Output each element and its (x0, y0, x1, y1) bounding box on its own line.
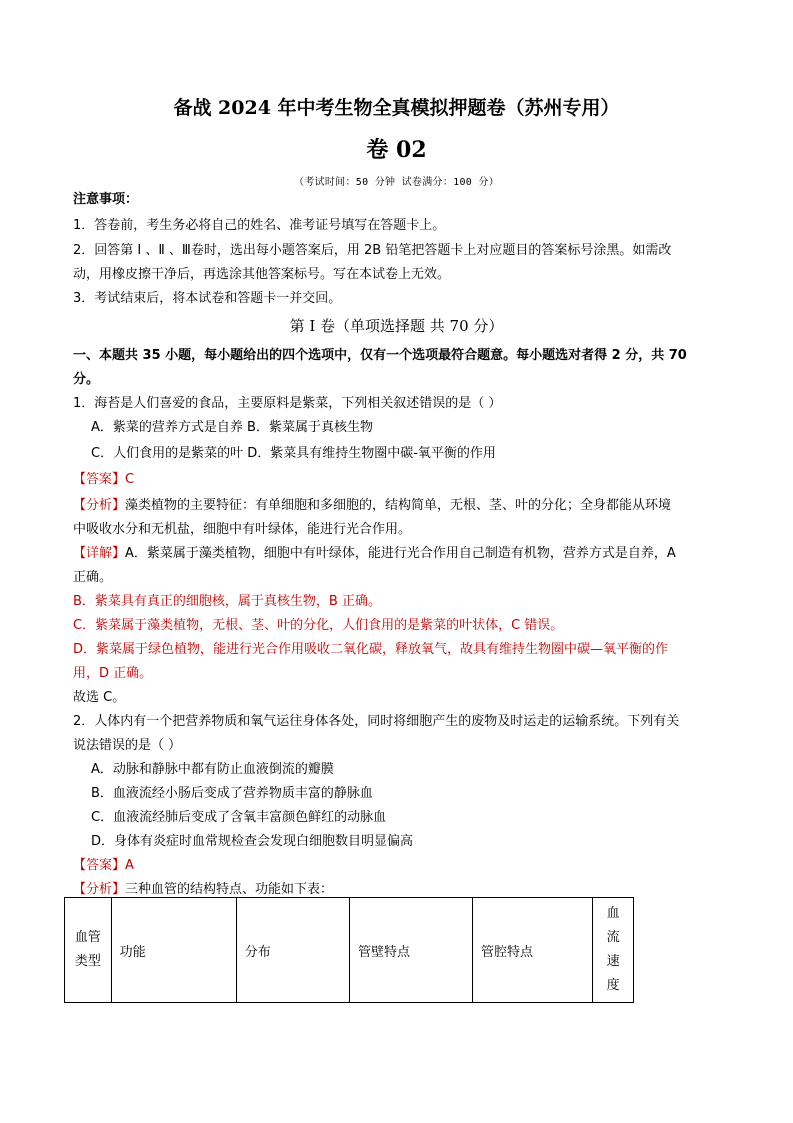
question-1-answer (73, 471, 723, 489)
table-header-cell: 分布 (236, 898, 349, 1003)
answer-value: C (125, 472, 135, 487)
section-title: 第 I 卷（单项选择题 共 70 分） (289, 317, 504, 335)
answer-tag: 【答案】 (73, 858, 126, 873)
analysis-text: 三种血管的结构特点、功能如下表： (125, 882, 334, 897)
analysis-tag: 【分析】 (73, 498, 126, 513)
question-1-detail-d: D．紫菜属于绿色植物，能进行光合作用吸收二氧化碳，释放氧气，故具有维持生物圈中碳—氧平衡的作 (73, 642, 669, 657)
question-2-answer (73, 857, 723, 875)
question-1-analysis-cont: 中吸收水分和无机盐，细胞中有叶绿体，能进行光合作用。 (73, 522, 412, 537)
question-1-detail-c: C．紫菜属于藻类植物，无根、茎、叶的分化，人们食用的是紫菜的叶状体，C 错误。 (73, 618, 564, 633)
table-header-cell: 管腔特点 (473, 898, 593, 1003)
analysis-text: 藻类植物的主要特征：有单细胞和多细胞的，结构简单，无根、茎、叶的分化；全身都能从环境 (125, 498, 672, 513)
section-instructions: 一、本题共 35 小题，每小题给出的四个选项中，仅有一个选项最符合题意。每小题选对者得 2 分，共 70 (73, 348, 687, 363)
section-instructions: 分。 (73, 372, 100, 387)
table-header-row (65, 898, 634, 1003)
question-2-option-b: B．血液流经小肠后变成了营养物质丰富的静脉血 (91, 786, 373, 801)
note-item: 1．答卷前，考生务必将自己的姓名、准考证号填写在答题卡上。 (73, 218, 446, 233)
table-header-cell: 血管类型 (65, 898, 112, 1003)
question-2-stem-cont: 说法错误的是（ ） (73, 738, 182, 753)
answer-value: A (125, 858, 134, 873)
question-1-analysis (73, 497, 723, 515)
detail-tag: 【详解】 (73, 546, 126, 561)
table-header-cell: 血流速度 (593, 898, 634, 1003)
detail-text: A．紫菜属于藻类植物，细胞中有叶绿体，能进行光合作用自己制造有机物，营养方式是自养，A (125, 546, 676, 561)
note-item: 3．考试结束后，将本试卷和答题卡一并交回。 (73, 291, 342, 306)
notes-heading: 注意事项： (73, 192, 139, 207)
table-header-cell: 功能 (111, 898, 236, 1003)
question-1-detail-cont: 正确。 (73, 570, 113, 585)
question-2-option-d: D．身体有炎症时血常规检查会发现白细胞数目明显偏高 (91, 834, 414, 849)
analysis-tag: 【分析】 (73, 882, 126, 897)
question-1-options-ab: A．紫菜的营养方式是自养 B．紫菜属于真核生物 (91, 420, 373, 435)
note-item: 动，用橡皮擦干净后，再选涂其他答案标号。写在本试卷上无效。 (73, 267, 451, 282)
question-1-options-cd: C．人们食用的是紫菜的叶 D．紫菜具有维持生物圈中碳-氧平衡的作用 (91, 446, 496, 461)
question-1-detail (73, 545, 723, 563)
question-2-option-a: A．动脉和静脉中都有防止血液倒流的瓣膜 (91, 762, 334, 777)
answer-tag: 【答案】 (73, 472, 126, 487)
question-1-stem: 1．海苔是人们喜爱的食品，主要原料是紫菜，下列相关叙述错误的是（ ） (73, 396, 502, 411)
question-1-detail-b: B．紫菜具有真正的细胞核，属于真核生物，B 正确。 (73, 594, 381, 609)
note-item: 2．回答第 Ⅰ 、Ⅱ 、Ⅲ卷时，选出每小题答案后，用 2B 铅笔把答题卡上对应题目的答案标号涂黑。如需改 (73, 243, 672, 258)
exam-info: （考试时间：50 分钟 试卷满分：100 分） (293, 177, 500, 188)
question-2-stem: 2．人体内有一个把营养物质和氧气运往身体各处，同时将细胞产生的废物及时运走的运输系统。下列有关 (73, 714, 680, 729)
question-2-option-c: C．血液流经肺后变成了含氧丰富颜色鲜红的动脉血 (91, 810, 387, 825)
exam-paper-number: 卷 02 (366, 137, 427, 163)
blood-vessel-table (64, 897, 634, 1003)
exam-title: 备战 2024 年中考生物全真模拟押题卷（苏州专用） (173, 97, 620, 119)
question-1-conclusion: 故选 C。 (73, 690, 126, 705)
table-header-cell: 管壁特点 (349, 898, 472, 1003)
question-1-detail-d-cont: 用，D 正确。 (73, 666, 153, 681)
